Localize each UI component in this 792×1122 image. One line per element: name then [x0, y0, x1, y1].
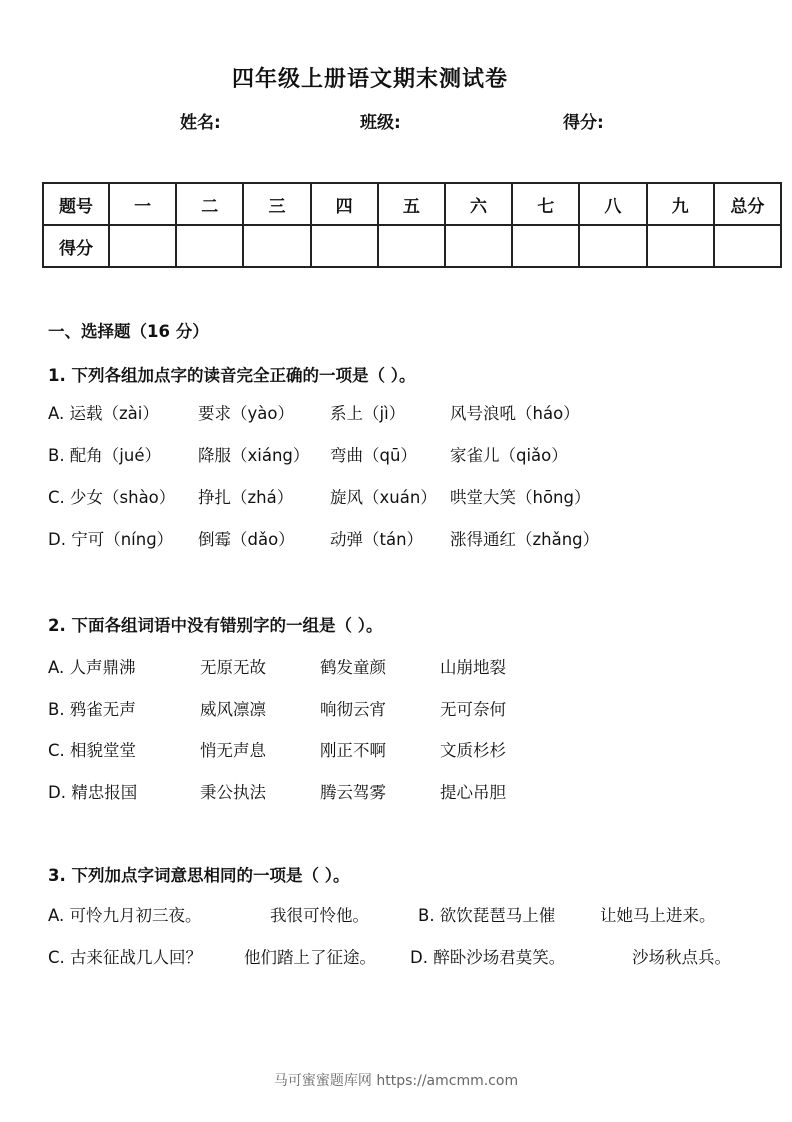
score-table-header: 二	[176, 183, 243, 225]
option-item: 家雀儿（qiǎo）	[450, 446, 568, 465]
score-table-header: 题号	[43, 183, 109, 225]
option-item: 沙场秋点兵。	[632, 948, 731, 967]
option-item: 让她马上进来。	[600, 906, 716, 925]
option-item: 秉公执法	[200, 783, 266, 802]
option-item: 涨得通红（zhǎng）	[450, 530, 600, 549]
option-item: 腾云驾雾	[320, 783, 386, 802]
footer-watermark: 马可蜜蜜题库网 https://amcmm.com	[273, 1073, 519, 1089]
score-cell[interactable]	[109, 225, 176, 267]
option-item: 风号浪吼（háo）	[450, 404, 580, 423]
option-item: C. 古来征战几人回？	[48, 948, 203, 967]
option-item: B. 鸦雀无声	[48, 700, 136, 719]
score-table-header: 三	[243, 183, 310, 225]
score-table-header: 七	[512, 183, 579, 225]
score-table	[42, 182, 782, 268]
q2-stem: 2. 下面各组词语中没有错别字的一组是（ ）。	[48, 616, 383, 635]
option-item: A. 人声鼎沸	[48, 658, 136, 677]
option-item: 降服（xiáng）	[198, 446, 310, 465]
option-item: 威风凛凛	[200, 700, 266, 719]
option-item: A. 可怜九月初三夜。	[48, 906, 202, 925]
option-item: 鹤发童颜	[320, 658, 386, 677]
option-item: D. 精忠报国	[48, 783, 138, 802]
option-item: 无可奈何	[440, 700, 506, 719]
option-item: 系上（jì）	[330, 404, 406, 423]
option-item: 我很可怜他。	[270, 906, 369, 925]
option-item: 弯曲（qū）	[330, 446, 417, 465]
score-cell[interactable]	[647, 225, 714, 267]
option-item: B. 欲饮琵琶马上催	[418, 906, 556, 925]
score-cell[interactable]	[311, 225, 378, 267]
option-item: 山崩地裂	[440, 658, 506, 677]
option-item: 挣扎（zhá）	[198, 488, 294, 507]
option-item: 刚正不啊	[320, 741, 386, 760]
name-label: 姓名:	[180, 113, 221, 133]
option-item: C. 相貌堂堂	[48, 741, 137, 760]
score-label: 得分:	[563, 113, 604, 133]
option-item: 旋风（xuán）	[330, 488, 437, 507]
option-item: 要求（yào）	[198, 404, 294, 423]
score-cell[interactable]	[512, 225, 579, 267]
score-cell[interactable]	[579, 225, 646, 267]
score-cell[interactable]	[378, 225, 445, 267]
option-item: D. 宁可（nínɡ）	[48, 530, 174, 549]
score-table-header: 八	[579, 183, 646, 225]
q3-stem: 3. 下列加点字词意思相同的一项是（ ）。	[48, 866, 350, 885]
page-title: 四年级上册语文期末测试卷	[231, 67, 508, 92]
option-item: 悄无声息	[200, 741, 266, 760]
class-label: 班级:	[360, 113, 401, 133]
q1-stem: 1. 下列各组加点字的读音完全正确的一项是（ ）。	[48, 366, 416, 385]
option-item: D. 醉卧沙场君莫笑。	[410, 948, 566, 967]
option-item: 他们踏上了征途。	[244, 948, 376, 967]
option-item: C. 少女（shào）	[48, 488, 176, 507]
score-table-header: 总分	[714, 183, 781, 225]
score-cell[interactable]	[714, 225, 781, 267]
option-item: B. 配角（jué）	[48, 446, 162, 465]
option-item: A. 运载（zài）	[48, 404, 159, 423]
option-item: 响彻云宵	[320, 700, 386, 719]
score-cell[interactable]	[243, 225, 310, 267]
option-item: 倒霉（dǎo）	[198, 530, 295, 549]
option-item: 文质杉杉	[440, 741, 506, 760]
score-row-label: 得分	[43, 225, 109, 267]
score-table-header: 四	[311, 183, 378, 225]
option-item: 提心吊胆	[440, 783, 506, 802]
score-table-header: 一	[109, 183, 176, 225]
score-table-row	[43, 225, 781, 267]
score-table-header: 六	[445, 183, 512, 225]
score-table-header: 五	[378, 183, 445, 225]
option-item: 无原无故	[200, 658, 266, 677]
section1-heading: 一、选择题（16 分）	[48, 322, 209, 341]
score-table-header-row	[43, 183, 781, 225]
option-item: 动弹（tán）	[330, 530, 424, 549]
score-cell[interactable]	[445, 225, 512, 267]
option-item: 哄堂大笑（hōng）	[450, 488, 591, 507]
score-table-header: 九	[647, 183, 714, 225]
score-cell[interactable]	[176, 225, 243, 267]
